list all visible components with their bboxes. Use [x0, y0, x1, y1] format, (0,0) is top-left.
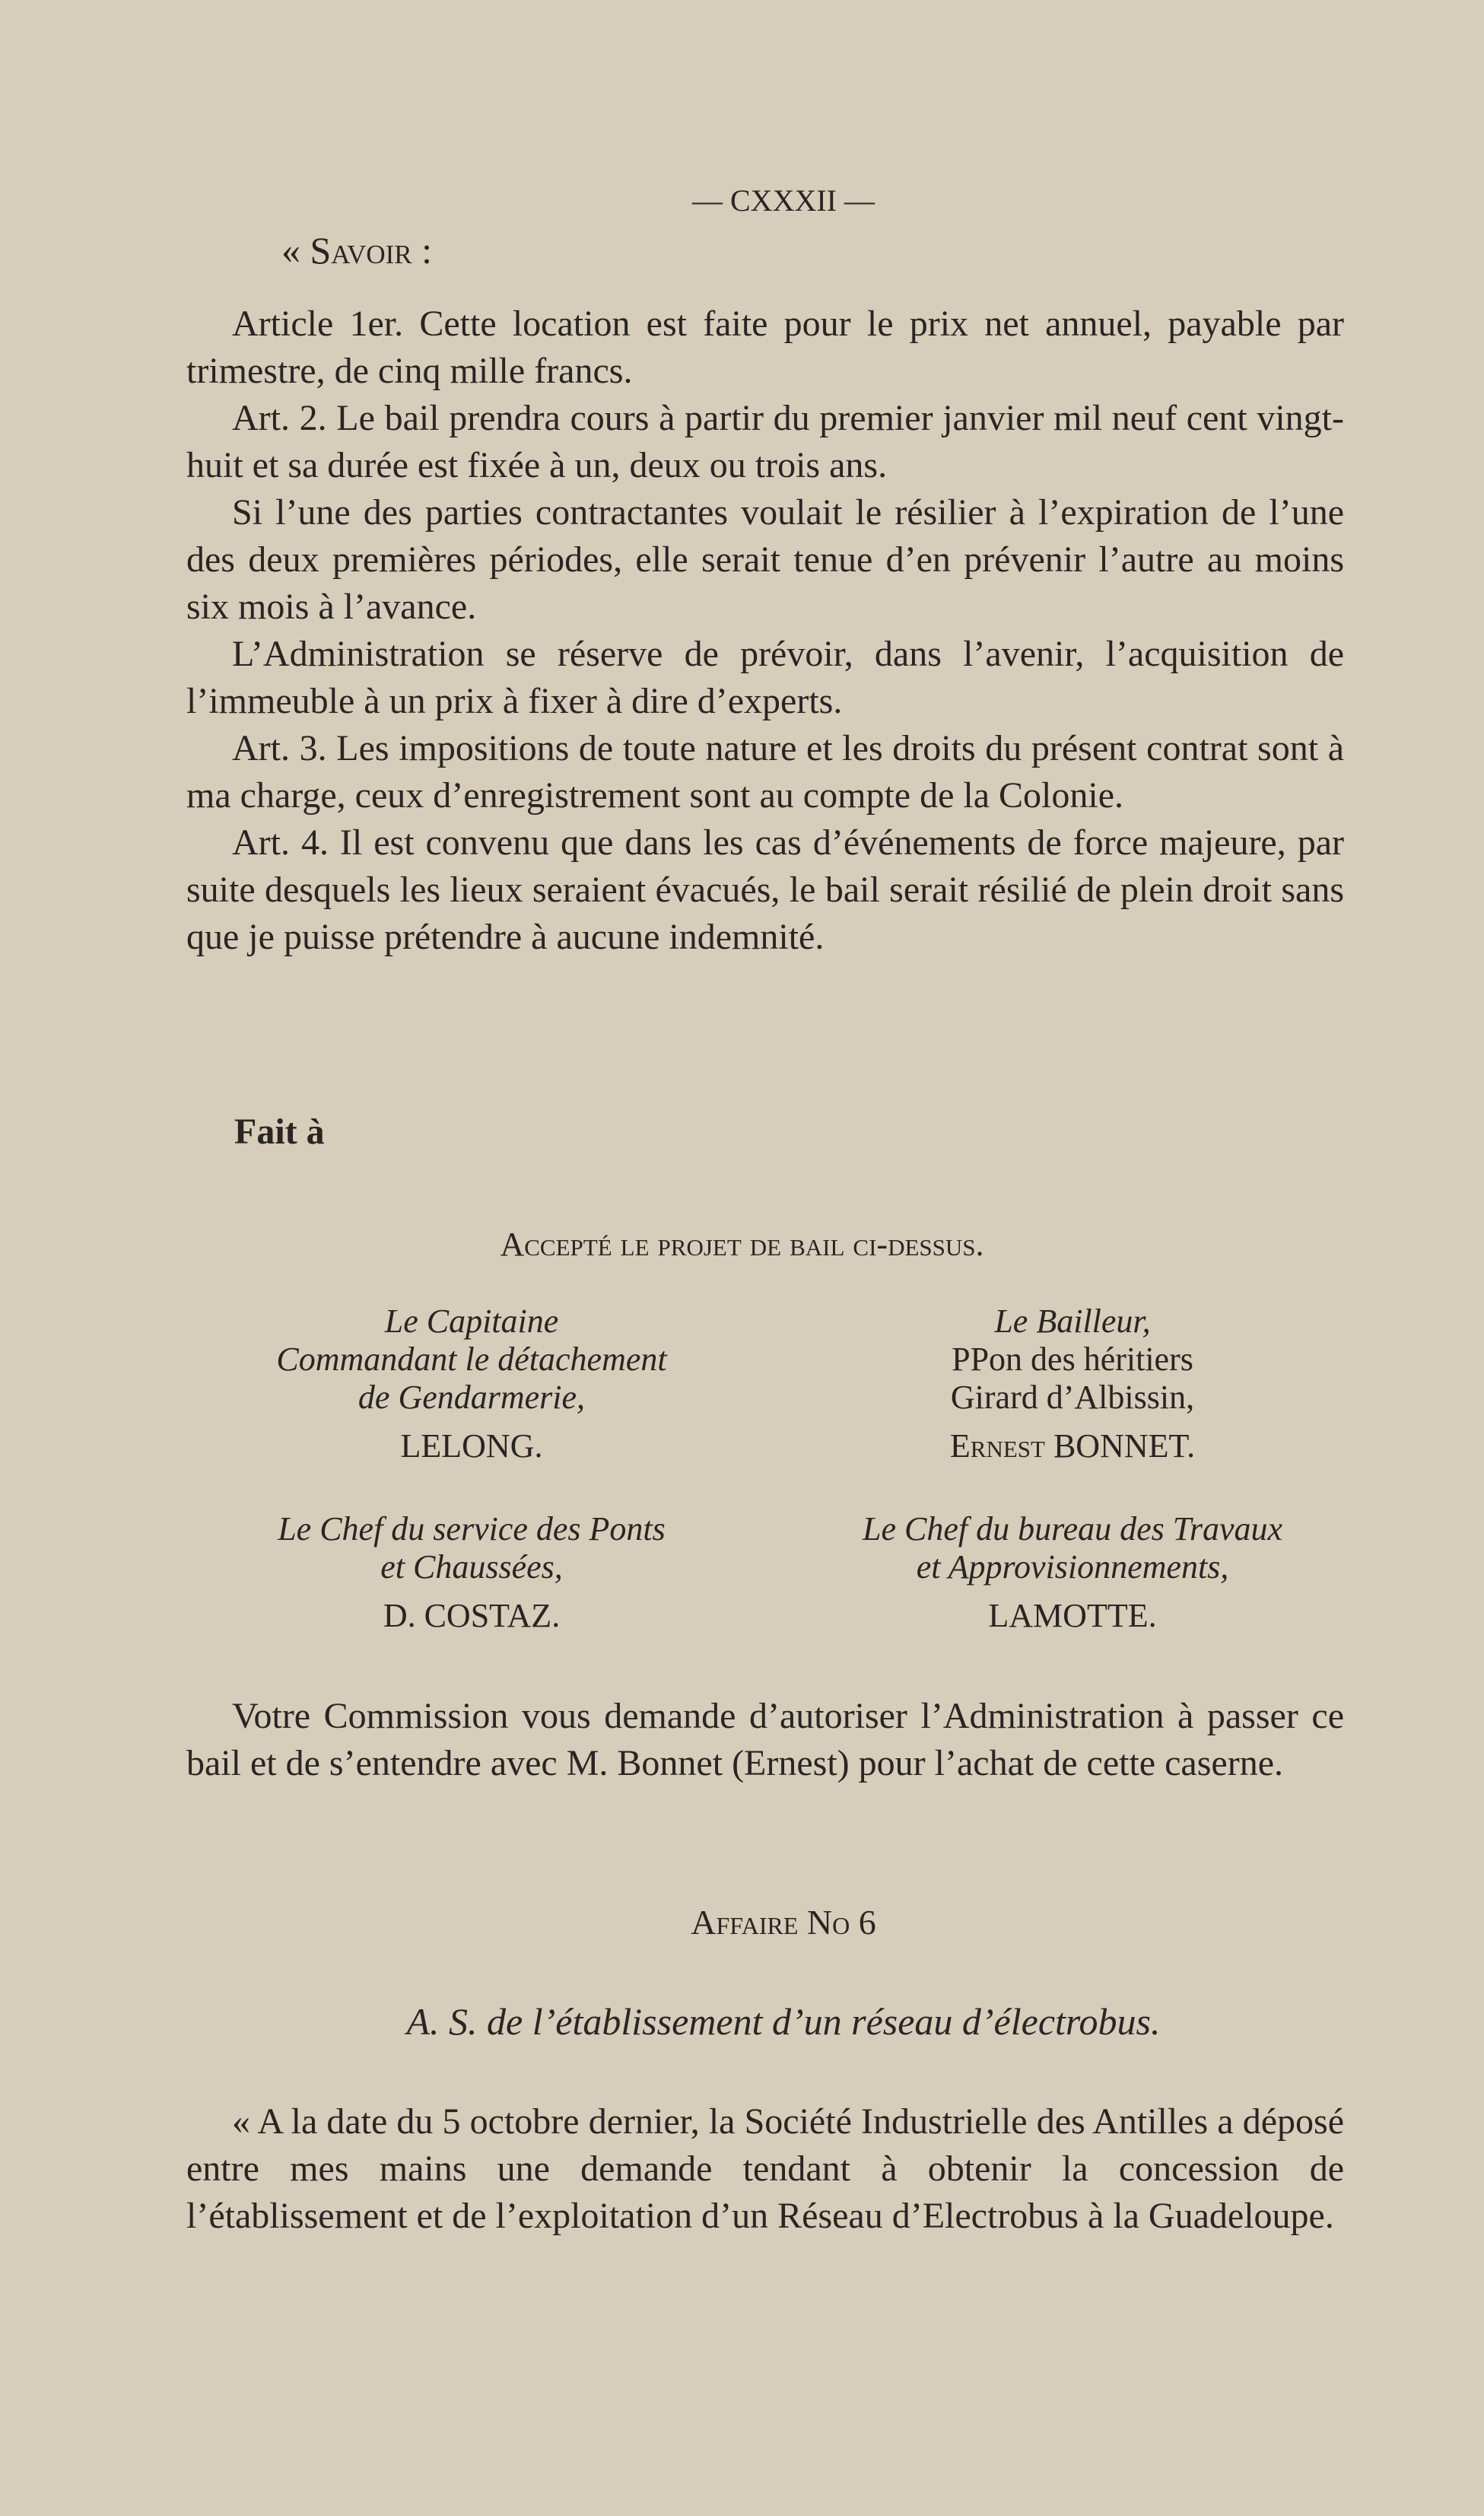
articles-block — [186, 301, 1344, 961]
signature-capitaine — [183, 1303, 761, 1465]
capitaine-title-3: de Gendarmerie, — [357, 1379, 586, 1416]
ponts-name: D. COSTAZ. — [383, 1597, 561, 1634]
bailleur-title-2: PPon des héritiers — [952, 1341, 1193, 1378]
commission-paragraph: Votre Commission vous demande d’autoriser l’Administration à passer ce bail et de s’entendre avec M. Bonnet (Ernest) pour l’achat de cette caserne. — [186, 1696, 1344, 1783]
travaux-name: LAMOTTE. — [988, 1597, 1157, 1634]
article-1: Article 1er. Cette location est faite pour le prix net annuel, payable par trimestre, de cinq mille francs. — [186, 304, 1344, 391]
article-2-resiliation: Si l’une des parties contractantes voulait le résilier à l’expiration de l’une des deux premières périodes, elle serait tenue d’en prévenir l’autre au moins six mois à l’avance. — [186, 492, 1344, 627]
bailleur-name: Ernest BONNET. — [949, 1427, 1196, 1465]
affaire-title: Affaire No 6 — [691, 1903, 876, 1942]
article-4: Art. 4. Il est convenu que dans les cas d’événements de force majeure, par suite desquels les lieux seraient évacués, le bail serait résilié de plein droit sans que je puisse prétendre à aucune indemnité. — [186, 822, 1344, 957]
travaux-title-1: Le Chef du bureau des Travaux — [863, 1510, 1282, 1547]
travaux-title-2: et Approvisionnements, — [916, 1548, 1229, 1586]
article-3: Art. 3. Les impositions de toute nature et les droits du présent contrat sont à ma charge, ceux d’enregistrement sont au compte de la Colonie. — [186, 728, 1344, 816]
bailleur-title-3: Girard d’Albissin, — [950, 1379, 1195, 1416]
ponts-title-2: et Chaussées, — [380, 1548, 563, 1586]
fait-a: Fait à — [234, 1112, 325, 1152]
affaire-subtitle: A. S. de l’établissement d’un réseau d’électrobus. — [406, 2000, 1161, 2043]
article-2-acquisition: L’Administration se réserve de prévoir, dans l’avenir, l’acquisition de l’immeuble à un prix à fixer à dire d’experts. — [186, 634, 1344, 721]
capitaine-title-1: Le Capitaine — [384, 1303, 559, 1340]
signature-bailleur — [799, 1303, 1346, 1465]
article-2: Art. 2. Le bail prendra cours à partir du premier janvier mil neuf cent vingt-huit et sa durée est fixée à un, deux ou trois ans. — [186, 398, 1344, 485]
accepte-line: Accepté le projet de bail ci-dessus. — [500, 1226, 984, 1263]
page-number: — CXXXII — — [692, 183, 875, 218]
final-paragraph: « A la date du 5 octobre dernier, la Société Industrielle des Antilles a déposé entre mes mains une demande tendant à obtenir la concession de l’établissement et de l’exploitation d’un Réseau d’Electrobus à la Guadeloupe. — [186, 2101, 1344, 2236]
bailleur-title-1: Le Bailleur, — [994, 1303, 1151, 1340]
opening-line: « Savoir : — [281, 229, 433, 272]
ponts-title-1: Le Chef du service des Ponts — [278, 1510, 666, 1547]
signature-ponts — [183, 1510, 761, 1635]
capitaine-title-2: Commandant le détachement — [276, 1341, 667, 1378]
signature-travaux — [783, 1510, 1362, 1635]
capitaine-name: LELONG. — [400, 1427, 543, 1465]
